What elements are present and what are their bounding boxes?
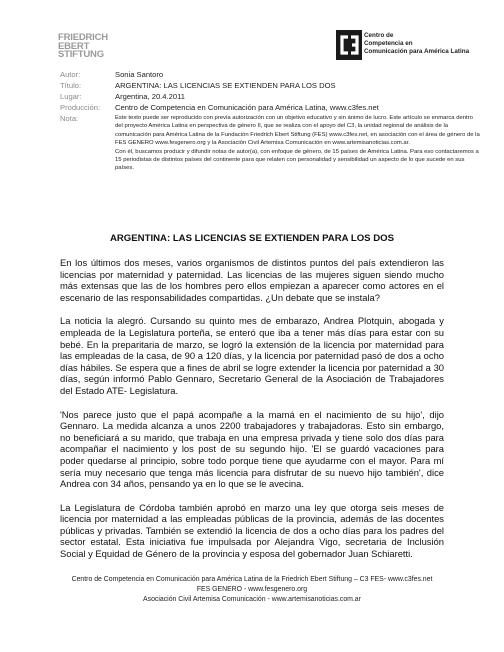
metadata-table [60, 69, 480, 173]
meta-value: ARGENTINA: LAS LICENCIAS SE EXTIENDEN PARA LOS DOS [115, 81, 336, 90]
fes-logo-line: EBERT [58, 40, 90, 52]
c3-logo-text [364, 32, 469, 56]
meta-value: Sonia Santoro [115, 70, 164, 79]
meta-label: Autor: [60, 70, 81, 79]
meta-row-lugar [60, 91, 480, 102]
c3-logo-line: Competencia en [364, 40, 413, 47]
footer-line: Centro de Competencia en Comunicación para América Latina de la Friedrich Ebert Stiftung – C3 FES- www.c3fes.net [71, 576, 433, 583]
footer-line: FES GENERO - www.fesgenero.org [196, 586, 308, 593]
c3-logo [336, 30, 471, 62]
fes-logo [58, 34, 108, 60]
meta-value: Centro de Competencia en Comunicación para América Latina, www.c3fes.net [115, 103, 379, 112]
meta-row-autor [60, 69, 480, 80]
c3-logo-line: Centro de [364, 32, 394, 39]
meta-label: Producción: [60, 103, 101, 112]
article-title: ARGENTINA: LAS LICENCIAS SE EXTIENDEN PARA LOS DOS [109, 233, 395, 244]
note-paragraph: Con él, buscamos producir y difundir notas de autor(a), con enfoque de género, de 15 países de América Latina. Para eso contactaremos a 15 periodistas de distintos países del continente para que relaten con personalidad y sensibilidad un aspecto de lo que sucede en sus países. [115, 148, 479, 172]
fes-logo-line: FRIEDRICH [58, 32, 108, 43]
meta-label: Lugar: [60, 92, 82, 101]
meta-row-titulo [60, 80, 480, 91]
article-paragraph: La noticia la alegró. Cursando su quinto mes de embarazo, Andrea Plotquin, abogada y empleada de la Legislatura porteña, se enteró que iba a tener más días para estar con su bebé. En la preparitaria de marzo, se logró la extensión de la licencia por maternidad para las empleadas de la casa, de 90 a 120 días, y la licencia por paternidad pasó de dos a ocho días hábiles. Se espera que a fines de abril se logre extender la licencia por paternidad a 30 días, según informó Pablo Gennaro, Secretario General de la Asociación de Trabajadores del Estado ATE- Legislatura. [60, 315, 444, 396]
fes-logo-line: STIFTUNG [58, 49, 104, 60]
c3-logo-line: Comunicación para América Latina [364, 48, 470, 55]
article-paragraph: La Legislatura de Córdoba también aprobó en marzo una ley que otorga seis meses de licencia por maternidad a las empleadas públicas de la provincia, además de las docentes públicas y privadas. También se extendió la licencia de dos a ocho días para los padres del sector estatal. Esta iniciativa fue impulsada por Alejandra Vigo, secretaria de Inclusión Social y Equidad de Género de la provincia y esposa del gobernador Juan Schiaretti. [60, 501, 444, 560]
footer-line: Asociación Civil Artemisa Comunicación - www.artemisanoticias.com.ar [143, 596, 361, 603]
note-paragraph: Este texto puede ser reproducido con previa autorización con un objetivo educativo y sin ánimo de lucro. Este artículo se enmarca dentro del proyecto América Latina en perspectiva de género II, que se realiza con el apoyo del C3, la unidad regional de análisis de la comunicación para América Latina de la Fundación Friedrich Ebert Stiftung (FES) www.c3fes.net, en asociación con el área de género de la FES GENERO www.fesgenero.org y la Asociación Civil Artemisa Comunicación en www.artemisanoticias.com.ar. [115, 115, 480, 147]
meta-note [115, 113, 480, 173]
c3-logo-icon [336, 30, 362, 60]
meta-label: Título: [60, 81, 82, 90]
meta-label: Nota: [60, 114, 79, 123]
meta-row-nota [60, 113, 480, 173]
article-body [60, 257, 444, 572]
page-footer [60, 575, 444, 605]
meta-row-produccion [60, 102, 480, 113]
article-paragraph: En los últimos dos meses, varios organismos de distintos puntos del país extendieron las licencias por maternidad y paternidad. Las licencias de las mujeres siguen siendo mucho más extensas que las de los hombres pero ellos empiezan a aparecer como actores en el escenario de las responsabilidades compartidas. ¿Un debate que se instala? [60, 257, 444, 303]
article-paragraph: 'Nos parece justo que el papá acompañe a la mamá en el nacimiento de su hijo', dijo Gennaro. La medida alcanza a unos 2200 trabajadores y trabajadoras. Esto sin embargo, no beneficiará a su marido, que trabaja en una empresa privada y tiene solo dos días para acompañar el nacimiento y los post de su segundo hijo. 'El se guardó vacaciones para poder quedarse al principio, sobre todo porque tiene que ayudarme con el mayor. Para mí sería muy necesario que tenga más licencia para disfrutar de su nuevo hijo también', dice Andrea con 34 años, pensando ya en lo que se le avecina. [60, 408, 444, 490]
meta-value: Argentina, 20.4.2011 [115, 92, 185, 101]
